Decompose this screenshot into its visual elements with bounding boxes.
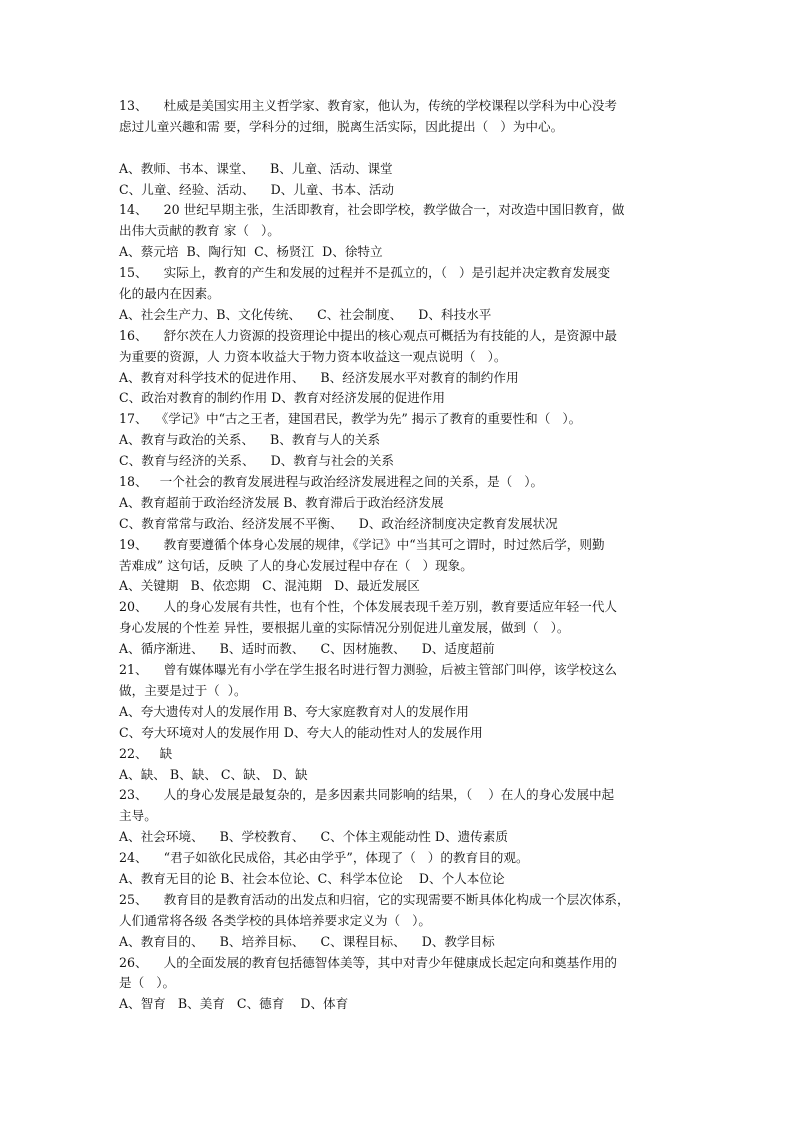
text-line: 14、 20 世纪早期主张，生活即教育，社会即学校，教学做合一，对改造中国旧教育，做 <box>119 202 625 218</box>
text-line: C、教育与经济的关系、 D、教育与社会的关系 <box>119 453 395 469</box>
text-line: 主导。 <box>119 808 157 824</box>
text-line: A、教师、书本、课堂、 B、儿童、活动、课堂 <box>119 160 393 176</box>
text-line: 13、 杜威是美国实用主义哲学家、教育家，他认为，传统的学校课程以学科为中心没考 <box>119 98 618 113</box>
text-line: 22、 缺 <box>119 745 173 761</box>
text-line: 身心发展的个性差 异性，要根据儿童的实际情况分别促进儿童发展，做到（ ）。 <box>119 620 570 636</box>
text-line: 为重要的资源，人 力资本收益大于物力资本收益这一观点说明（ ）。 <box>119 348 507 364</box>
document-body <box>119 96 679 1015</box>
text-line: 17、 《学记》中“古之王者，建国君民，教学为先” 揭示了教育的重要性和（ ）。 <box>119 411 582 427</box>
text-line: C、儿童、经验、活动、 D、儿童、书本、活动 <box>119 181 395 197</box>
text-line: 人们通常将各级 各类学校的具体培养要求定义为（ ）。 <box>119 912 431 928</box>
text-line: 苦难成” 这句话，反映 了人的身心发展过程中存在（ ）现象。 <box>119 557 473 573</box>
text-line: A、夸大遗传对人的发展作用 B、夸大家庭教育对人的发展作用 <box>119 703 469 719</box>
text-line: 15、 实际上，教育的产生和发展的过程并不是孤立的，（ ）是引起并决定教育发展变 <box>119 265 611 281</box>
text-line: 26、 人的全面发展的教育包括德智体美等，其中对青少年健康成长起定向和奠基作用的 <box>119 954 618 970</box>
text-line: 19、 教育要遵循个体身心发展的规律，《学记》中“当其可之谓时，时过然后学，则勤 <box>119 536 605 552</box>
blank-line <box>119 138 679 159</box>
text-line: A、社会环境、 B、学校教育、 C、个体主观能动性 D、遗传素质 <box>119 829 508 845</box>
text-line: 21、 曾有媒体曝光有小学在学生报名时进行智力测验，后被主管部门叫停，该学校这么 <box>119 662 618 678</box>
text-line: 16、 舒尔茨在人力资源的投资理论中提出的核心观点可概括为有技能的人，是资源中最 <box>119 327 618 343</box>
text-line: 18、 一个社会的教育发展进程与政治经济发展进程之间的关系，是（ ）。 <box>119 474 544 490</box>
text-line: A、蔡元培 B、陶行知 C、杨贤江 D、徐特立 <box>119 244 383 260</box>
text-line: C、夸大环境对人的发展作用 D、夸大人的能动性对人的发展作用 <box>119 724 483 740</box>
text-line: A、教育无目的论 B、社会本位论、C、科学本位论 D、个人本位论 <box>119 870 505 886</box>
text-line: A、社会生产力、B、文化传统、 C、社会制度、 D、科技水平 <box>119 306 492 322</box>
text-line: A、教育对科学技术的促进作用、 B、经济发展水平对教育的制约作用 <box>119 369 519 385</box>
text-line: 做，主要是过于（ ）。 <box>119 682 247 698</box>
text-line: 23、 人的身心发展是最复杂的，是多因素共同影响的结果，（ ）在人的身心发展中起 <box>119 787 615 803</box>
text-line: 是（ ）。 <box>119 975 176 991</box>
text-line: 25、 教育目的是教育活动的出发点和归宿，它的实现需要不断具体化构成一个层次体系， <box>119 891 630 907</box>
text-line: A、教育目的、 B、培养目标、 C、课程目标、 D、教学目标 <box>119 933 495 949</box>
text-line: 20、 人的身心发展有共性，也有个性，个体发展表现千差万别，教育要适应年轻一代人 <box>119 599 618 615</box>
text-line: C、政治对教育的制约作用 D、教育对经济发展的促进作用 <box>119 390 445 406</box>
text-line: C、教育常常与政治、经济发展不平衡、 D、政治经济制度决定教育发展状况 <box>119 515 558 531</box>
text-line: A、教育超前于政治经济发展 B、教育滞后于政治经济发展 <box>119 494 444 510</box>
text-line: A、关键期 B、依恋期 C、混沌期 D、最近发展区 <box>119 578 420 594</box>
text-line: 24、 “君子如欲化民成俗，其必由学乎”，体现了（ ）的教育目的观。 <box>119 850 529 866</box>
text-line: A、教育与政治的关系、 B、教育与人的关系 <box>119 432 381 448</box>
text-line: A、缺、 B、缺、 C、缺、 D、缺 <box>119 766 308 782</box>
text-line: 化的最内在因素。 <box>119 286 220 302</box>
text-line: A、循序渐进、 B、适时而教、 C、因材施教、 D、适度超前 <box>119 641 495 657</box>
text-line: A、智育 B、美育 C、德育 D、体育 <box>119 996 349 1012</box>
text-line: 虑过儿童兴趣和需 要，学科分的过细，脱离生活实际，因此提出（ ）为中心。 <box>119 118 564 134</box>
text-line: 出伟大贡献的教育 家（ ）。 <box>119 223 280 239</box>
